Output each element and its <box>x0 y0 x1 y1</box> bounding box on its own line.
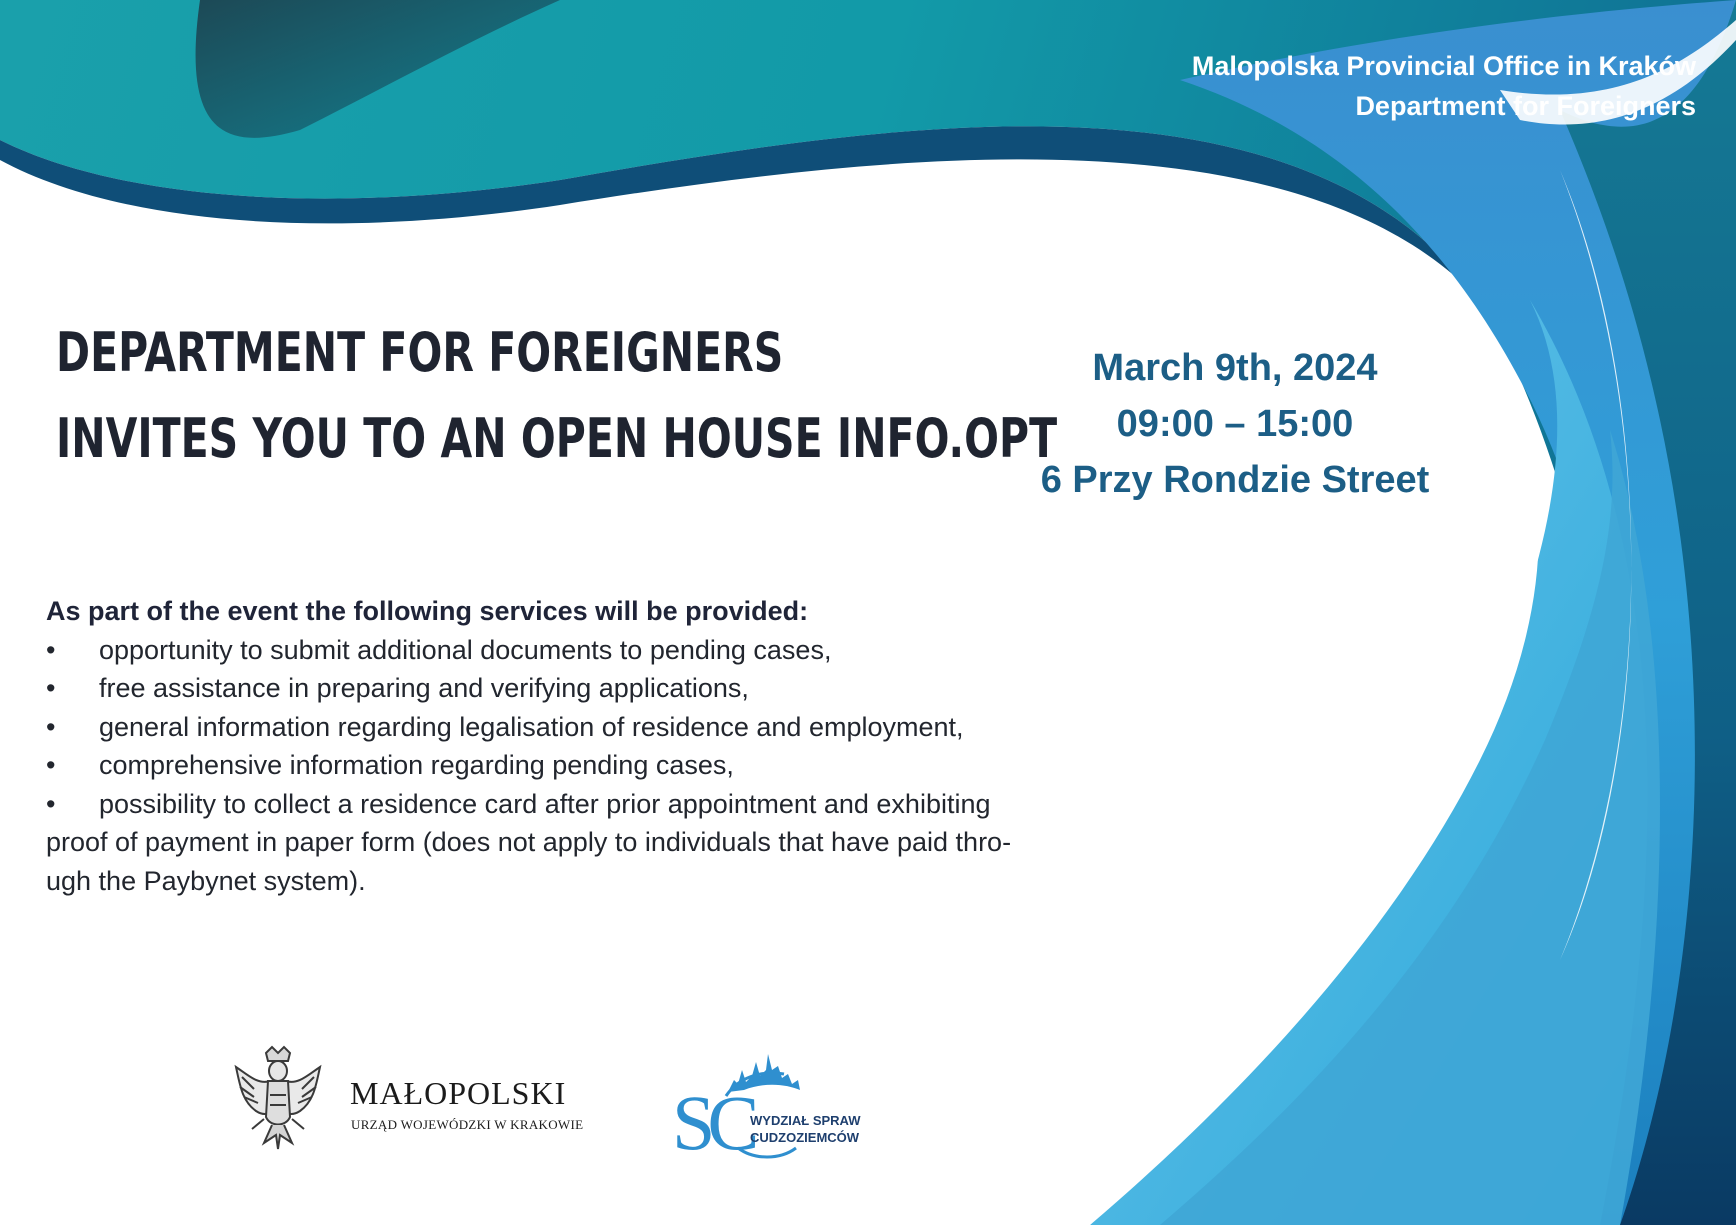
office-name: Malopolska Provincial Office in Kraków <box>1191 51 1696 81</box>
office-department: Department for Foreigners <box>1355 91 1696 121</box>
service-item <box>46 708 1156 747</box>
voivodeship-name: MAŁOPOLSKI <box>350 1075 567 1111</box>
bullet-icon: • <box>46 750 56 780</box>
services-section <box>46 592 1156 900</box>
bullet-icon: • <box>46 788 56 819</box>
services-list <box>46 631 1156 824</box>
service-item-text: general information regarding legalisation of residence and employment, <box>99 711 964 742</box>
service-item-continuation: proof of payment in paper form (does not apply to individuals that have paid thro- <box>46 827 1012 857</box>
service-item <box>46 669 1156 708</box>
service-item <box>46 746 1156 785</box>
voivodeship-logo <box>228 1045 608 1155</box>
event-details <box>955 340 1515 508</box>
service-item-continuation: ugh the Paybynet system). <box>46 865 366 896</box>
event-time: 09:00 – 15:00 <box>1116 403 1354 445</box>
office-header <box>1192 46 1696 126</box>
eagle-emblem-icon <box>228 1045 328 1155</box>
department-name-line2: CUDZOZIEMCÓW <box>750 1130 860 1145</box>
department-name-line1: WYDZIAŁ SPRAW <box>750 1113 861 1128</box>
service-item-text: comprehensive information regarding pending cases, <box>99 750 734 780</box>
bullet-icon: • <box>46 634 56 665</box>
event-date: March 9th, 2024 <box>1092 347 1378 389</box>
department-logo <box>668 1040 888 1170</box>
voivodeship-subtitle: URZĄD WOJEWÓDZKI W KRAKOWIE <box>351 1117 584 1132</box>
headline-line2: INVITES YOU TO AN OPEN HOUSE INFO.OPT <box>56 407 1058 470</box>
bullet-icon: • <box>46 711 56 742</box>
headline <box>56 310 1057 482</box>
headline-line1: DEPARTMENT FOR FOREIGNERS <box>56 321 784 384</box>
event-address: 6 Przy Rondzie Street <box>1040 459 1430 501</box>
bullet-icon: • <box>46 673 56 703</box>
department-initials: SC <box>672 1079 752 1166</box>
services-lead: As part of the event the following services will be provided: <box>46 596 809 626</box>
service-item-text: possibility to collect a residence card after prior appointment and exhibiting <box>99 788 991 819</box>
service-item <box>46 631 1156 670</box>
service-item-text: opportunity to submit additional documents to pending cases, <box>99 634 832 665</box>
service-item <box>46 785 1156 824</box>
service-item-text: free assistance in preparing and verifying applications, <box>99 673 749 703</box>
